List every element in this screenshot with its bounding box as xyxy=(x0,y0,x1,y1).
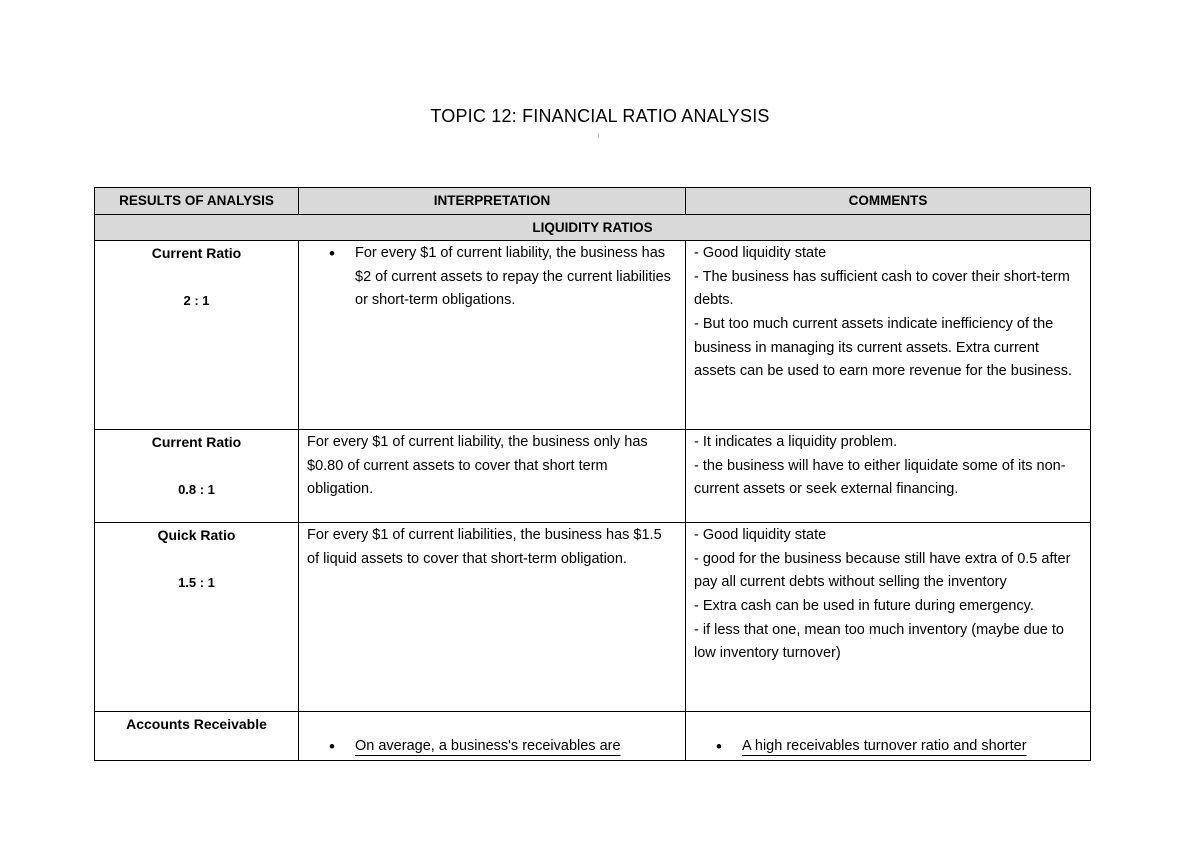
header-results: RESULTS OF ANALYSIS xyxy=(95,188,299,215)
comment-line: - good for the business because still have extra of 0.5 after pay all current debts without selling the inventory xyxy=(694,550,1071,591)
comments-cell xyxy=(686,523,1091,712)
ratio-analysis-table xyxy=(94,187,1091,761)
interpretation-cell: For every $1 of current liabilities, the business has $1.5 of liquid assets to cover that short-term obligation. xyxy=(299,523,686,712)
comment-line: - the business will have to either liquidate some of its non-current assets or seek external financing. xyxy=(694,457,1066,498)
table-row xyxy=(95,430,1091,523)
ratio-name: Current Ratio xyxy=(151,245,242,262)
ratio-value: 0.8 : 1 xyxy=(178,481,215,497)
section-row xyxy=(95,214,1091,241)
result-cell xyxy=(95,523,299,712)
interpretation-cell xyxy=(299,712,686,761)
comment-line: - Good liquidity state xyxy=(694,527,827,544)
comment-line: - Good liquidity state xyxy=(694,245,827,262)
comment-line: - The business has sufficient cash to cover their short-term debts. xyxy=(694,268,1070,309)
section-title: LIQUIDITY RATIOS xyxy=(95,214,1091,241)
comment-text: • A high receivables turnover ratio and shorter xyxy=(742,735,1082,759)
ratio-name: Current Ratio xyxy=(151,434,242,451)
comments-cell xyxy=(686,712,1091,761)
comments-cell xyxy=(686,430,1091,523)
comment-line: - if less that one, mean too much inventory (maybe due to low inventory turnover) xyxy=(694,621,1064,662)
table-row xyxy=(95,523,1091,712)
interpretation-cell xyxy=(299,241,686,430)
interpretation-text: • On average, a business's receivables are xyxy=(355,735,677,759)
result-cell xyxy=(95,712,299,761)
interpretation-text: • For every $1 of current liability, the business has $2 of current assets to repay the current liabilities or short-term obligations. xyxy=(355,242,677,313)
result-cell xyxy=(95,430,299,523)
comment-line: - Extra cash can be used in future during emergency. xyxy=(694,597,1034,614)
page-marker xyxy=(598,133,599,138)
header-interpretation: INTERPRETATION xyxy=(299,188,686,215)
ratio-value: 2 : 1 xyxy=(183,292,210,308)
table-header-row xyxy=(95,188,1091,215)
ratio-name: Quick Ratio xyxy=(157,527,236,544)
table-row xyxy=(95,241,1091,430)
ratio-value: 1.5 : 1 xyxy=(178,574,215,590)
comments-cell xyxy=(686,241,1091,430)
comment-line: - It indicates a liquidity problem. xyxy=(694,434,898,451)
table-row xyxy=(95,712,1091,761)
comment-line: - But too much current assets indicate inefficiency of the business in managing its current assets. Extra current assets can be used to earn more revenue for the business. xyxy=(694,315,1073,380)
interpretation-cell: For every $1 of current liability, the business only has $0.80 of current assets to cover that short term obligation. xyxy=(299,430,686,523)
header-comments: COMMENTS xyxy=(686,188,1091,215)
page-title: TOPIC 12: FINANCIAL RATIO ANALYSIS xyxy=(430,106,770,126)
result-cell xyxy=(95,241,299,430)
ratio-name: Accounts Receivable xyxy=(126,716,267,733)
